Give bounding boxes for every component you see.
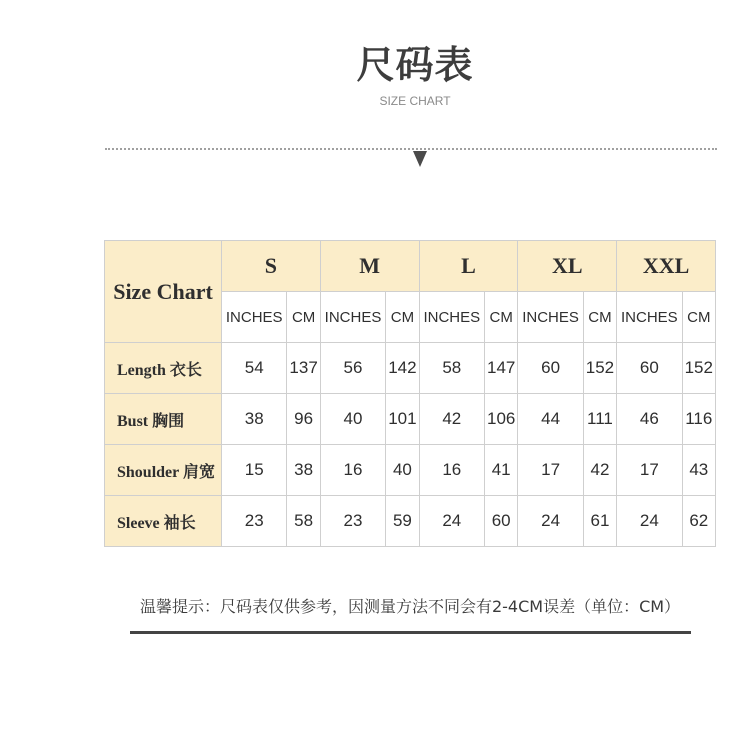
size-header: M	[320, 241, 419, 292]
table-cell: 59	[386, 496, 419, 547]
row-label: Shoulder 肩宽	[105, 445, 222, 496]
table-cell: 46	[617, 394, 682, 445]
table-cell: 147	[485, 343, 518, 394]
corner-label: Size Chart	[105, 241, 222, 343]
footer-note: 温馨提示：尺码表仅供参考，因测量方法不同会有2-4CM误差（单位：CM）	[139, 597, 681, 616]
table-cell: 44	[518, 394, 583, 445]
unit-header: CM	[583, 292, 616, 343]
row-label: Bust 胸围	[105, 394, 222, 445]
size-chart-table	[104, 240, 716, 547]
unit-header: CM	[287, 292, 320, 343]
table-cell: 106	[485, 394, 518, 445]
row-label: Length 衣长	[105, 343, 222, 394]
table-row	[105, 343, 716, 394]
table-cell: 23	[222, 496, 287, 547]
dotted-divider	[105, 148, 717, 150]
table-cell: 16	[320, 445, 385, 496]
table-cell: 15	[222, 445, 287, 496]
table-cell: 42	[419, 394, 484, 445]
table-cell: 62	[682, 496, 715, 547]
unit-header: INCHES	[320, 292, 385, 343]
unit-header: CM	[485, 292, 518, 343]
down-arrow-icon	[413, 151, 427, 167]
unit-header: INCHES	[617, 292, 682, 343]
table-cell: 60	[518, 343, 583, 394]
table-cell: 116	[682, 394, 715, 445]
table-cell: 56	[320, 343, 385, 394]
table-cell: 24	[518, 496, 583, 547]
table-cell: 58	[419, 343, 484, 394]
table-cell: 101	[386, 394, 419, 445]
table-cell: 60	[617, 343, 682, 394]
table-row	[105, 496, 716, 547]
page-title: 尺码表	[356, 43, 474, 87]
table-cell: 24	[617, 496, 682, 547]
table-cell: 58	[287, 496, 320, 547]
bottom-rule	[130, 631, 691, 634]
size-header: L	[419, 241, 518, 292]
table-cell: 60	[485, 496, 518, 547]
table-cell: 42	[583, 445, 616, 496]
row-label: Sleeve 袖长	[105, 496, 222, 547]
table-cell: 96	[287, 394, 320, 445]
table-cell: 142	[386, 343, 419, 394]
table-cell: 54	[222, 343, 287, 394]
table-row	[105, 445, 716, 496]
table-cell: 152	[583, 343, 616, 394]
table-cell: 111	[583, 394, 616, 445]
table-cell: 17	[518, 445, 583, 496]
unit-header: INCHES	[419, 292, 484, 343]
table-cell: 137	[287, 343, 320, 394]
table-cell: 40	[320, 394, 385, 445]
table-cell: 40	[386, 445, 419, 496]
table-cell: 61	[583, 496, 616, 547]
table-cell: 23	[320, 496, 385, 547]
size-header: XL	[518, 241, 617, 292]
unit-header: INCHES	[518, 292, 583, 343]
unit-header: CM	[386, 292, 419, 343]
table-cell: 152	[682, 343, 715, 394]
table-row	[105, 394, 716, 445]
unit-header: CM	[682, 292, 715, 343]
table-cell: 24	[419, 496, 484, 547]
table-cell: 17	[617, 445, 682, 496]
table-cell: 16	[419, 445, 484, 496]
table-cell: 38	[287, 445, 320, 496]
table-cell: 38	[222, 394, 287, 445]
size-header: S	[222, 241, 321, 292]
table-cell: 43	[682, 445, 715, 496]
unit-header: INCHES	[222, 292, 287, 343]
size-header: XXL	[617, 241, 716, 292]
table-cell: 41	[485, 445, 518, 496]
page-subtitle: SIZE CHART	[379, 94, 451, 108]
